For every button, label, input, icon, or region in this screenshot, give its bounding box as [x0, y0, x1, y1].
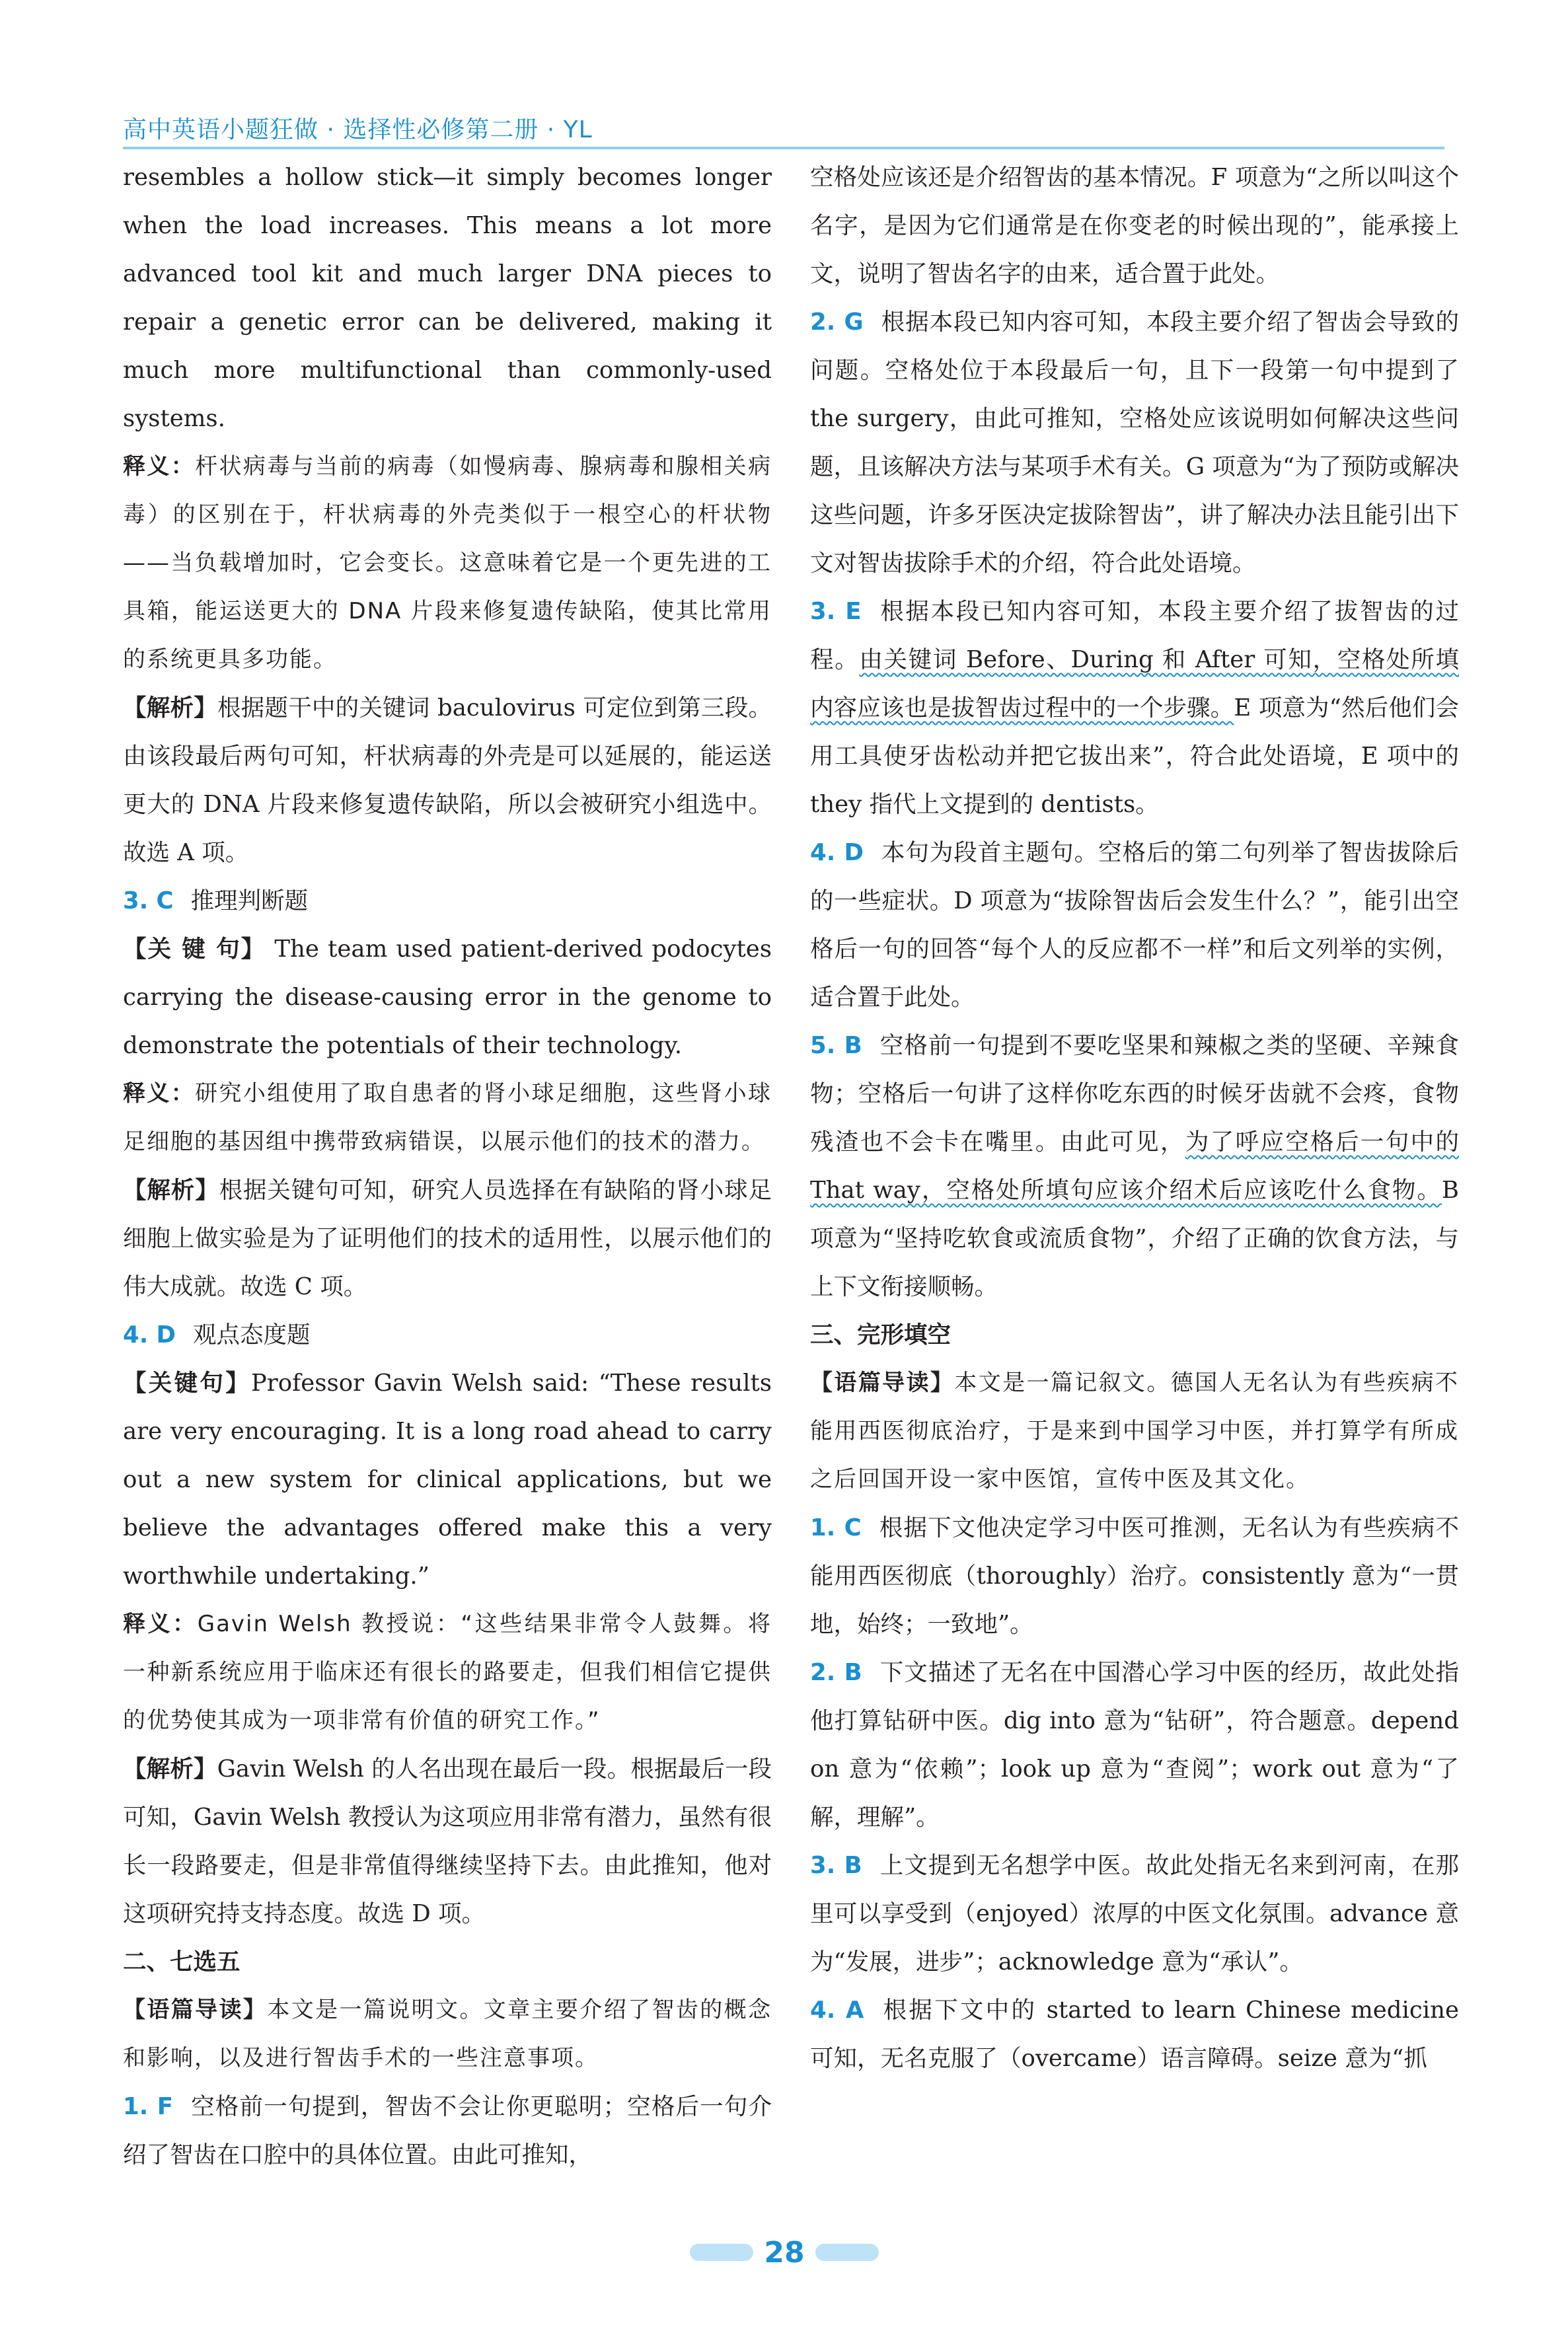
right-column — [810, 153, 1459, 2083]
answer-paragraph: 4. D 本句为段首主题句。空格后的第二句列举了智齿拔除后的一些症状。D 项意为“拔除智齿后会发生什么？”，能引出空格后一句的回答“每个人的反应都不一样”和后文列举的实例，适合置于此处。 — [810, 839, 1459, 1011]
answer-paragraph: 4. A 根据下文中的 started to learn Chinese medicine 可知，无名克服了（overcame）语言障碍。seize 意为“抓 — [810, 1997, 1459, 2072]
left-column — [123, 153, 772, 2179]
answer-continuation: 空格处应该还是介绍智齿的基本情况。F 项意为“之所以叫这个名字，是因为它们通常是在你变老的时候出现的”，能承接上文，说明了智齿名字的由来，适合置于此处。 — [810, 164, 1459, 287]
gloss-paragraph: 释义：Gavin Welsh 教授说：“这些结果非常令人鼓舞。将一种新系统应用于临床还有很长的路要走，但我们相信它提供的优势使其成为一项非常有价值的研究工作。” — [123, 1611, 772, 1734]
footer-bar-left — [690, 2244, 753, 2261]
answer-paragraph: 3. E 根据本段已知内容可知，本段主要介绍了拔智齿的过程。由关键词 Before、During 和 After 可知，空格处所填内容应该也是拔智齿过程中的一个步骤。E 项意为“然后他们会用工具使牙齿松动并把它拔出来”，符合此处语境，E 项中的 they 指代上文提到的 dentists。 — [810, 598, 1459, 818]
page-number: 28 — [764, 2236, 805, 2270]
key-sentence: 【关键句】Professor Gavin Welsh said: “These results are very encouraging. It is a long road ahead to carry out a new system for clinical applications, but we believe the advantages offered make this a very worthwhile undertaking.” — [123, 1370, 772, 1590]
wavy-underlined-text: 由关键词 Before、During 和 After 可知，空格处所填内容应该也是拔智齿过程中的一个步骤。 — [810, 646, 1459, 721]
header-rule — [123, 147, 1444, 149]
gloss-paragraph: 释义：杆状病毒与当前的病毒（如慢病毒、腺病毒和腺相关病毒）的区别在于，杆状病毒的外壳类似于一根空心的杆状物——当负载增加时，它会变长。这意味着它是一个更先进的工具箱，能运送更大的 DNA 片段来修复遗传缺陷，使其比常用的系统更具多功能。 — [123, 453, 772, 673]
key-sentence: 【关 键 句】 The team used patient-derived podocytes carrying the disease-causing error in the genome to demonstrate the potentials of their technology. — [123, 936, 772, 1059]
answer-paragraph: 1. F 空格前一句提到，智齿不会让你更聪明；空格后一句介绍了智齿在口腔中的具体位置。由此可推知， — [123, 2093, 772, 2168]
passage-guide: 【语篇导读】本文是一篇说明文。文章主要介绍了智齿的概念和影响，以及进行智齿手术的一些注意事项。 — [123, 1997, 772, 2071]
wavy-underlined-text: 为了呼应空格后一句中的 That way，空格处所填句应该介绍术后应该吃什么食物。 — [810, 1128, 1459, 1204]
section-heading: 二、七选五 — [123, 1948, 241, 1975]
question-heading: 4. D 观点态度题 — [123, 1321, 311, 1348]
section-heading: 三、完形填空 — [810, 1321, 952, 1348]
passage-guide: 【语篇导读】本文是一篇记叙文。德国人无名认为有些疾病不能用西医彻底治疗，于是来到中国学习中医，并打算学有所成之后回国开设一家中医馆，宣传中医及其文化。 — [810, 1370, 1460, 1493]
analysis-paragraph: 【解析】根据关键句可知，研究人员选择在有缺陷的肾小球足细胞上做实验是为了证明他们的技术的适用性，以展示他们的伟大成就。故选 C 项。 — [123, 1177, 772, 1300]
answer-paragraph: 2. G 根据本段已知内容可知，本段主要介绍了智齿会导致的问题。空格处位于本段最后一句，且下一段第一句中提到了 the surgery，由此可推知，空格处应该说明如何解决这些问题，且该解决方法与某项手术有关。G 项意为“为了预防或解决这些问题，许多牙医决定拔除智齿”，讲了解决办法且能引出下文对智齿拔除手术的介绍，符合此处语境。 — [810, 309, 1459, 577]
answer-paragraph: 1. C 根据下文他决定学习中医可推测，无名认为有些疾病不能用西医彻底（thoroughly）治疗。consistently 意为“一贯地，始终；一致地”。 — [810, 1514, 1459, 1638]
footer-bar-right — [815, 2244, 879, 2261]
answer-paragraph: 3. B 上文提到无名想学中医。故此处指无名来到河南，在那里可以享受到（enjoyed）浓厚的中医文化氛围。advance 意为“发展，进步”；acknowledge 意为“承认”。 — [810, 1852, 1459, 1975]
answer-paragraph: 5. B 空格前一句提到不要吃坚果和辣椒之类的坚硬、辛辣食物；空格后一句讲了这样你吃东西的时候牙齿就不会疼，食物残渣也不会卡在嘴里。由此可见，为了呼应空格后一句中的 That way，空格处所填句应该介绍术后应该吃什么食物。B 项意为“坚持吃软食或流质食物”，介绍了正确的饮食方法，与上下文衔接顺畅。 — [810, 1032, 1459, 1300]
intro-english-text: resembles a hollow stick—it simply becomes longer when the load increases. This means a lot more advanced tool kit and much larger DNA pieces to repair a genetic error can be delivered, making it much more multifunctional than commonly-used systems. — [123, 164, 772, 432]
running-header: 高中英语小题狂做 · 选择性必修第二册 · YL — [123, 116, 593, 143]
answer-paragraph: 2. B 下文描述了无名在中国潜心学习中医的经历，故此处指他打算钻研中医。dig into 意为“钻研”，符合题意。depend on 意为“依赖”；look up 意为“查阅”；work out 意为“了解，理解”。 — [810, 1659, 1459, 1831]
question-heading: 3. C 推理判断题 — [123, 887, 309, 914]
analysis-paragraph: 【解析】Gavin Welsh 的人名出现在最后一段。根据最后一段可知，Gavin Welsh 教授认为这项应用非常有潜力，虽然有很长一段路要走，但是非常值得继续坚持下去。由此推知，他对这项研究持支持态度。故选 D 项。 — [123, 1755, 772, 1927]
analysis-paragraph: 【解析】根据题干中的关键词 baculovirus 可定位到第三段。由该段最后两句可知，杆状病毒的外壳是可以延展的，能运送更大的 DNA 片段来修复遗传缺陷，所以会被研究小组选中。故选 A 项。 — [123, 694, 772, 866]
gloss-paragraph: 释义：研究小组使用了取自患者的肾小球足细胞，这些肾小球足细胞的基因组中携带致病错误，以展示他们的技术的潜力。 — [123, 1080, 772, 1155]
